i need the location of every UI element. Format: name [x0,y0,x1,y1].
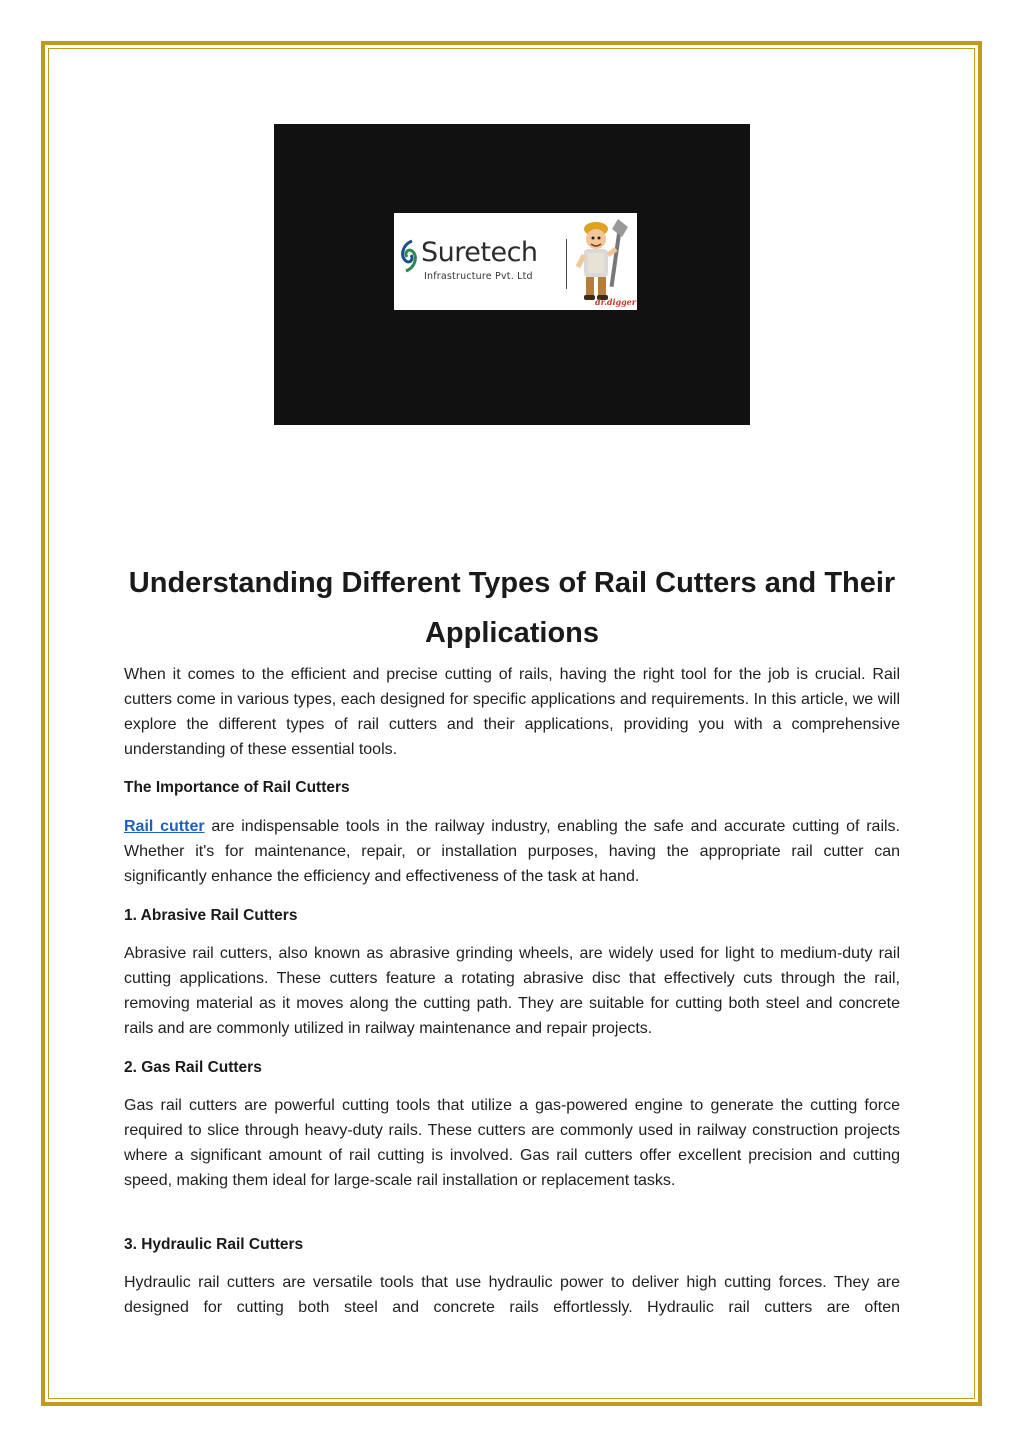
hydraulic-paragraph: Hydraulic rail cutters are versatile tools that use hydraulic power to deliver high cutting forces. They are designed for cutting both steel and concrete rails effortlessly. Hydraulic rail cutters are often [124,1274,900,1316]
digger-mascot-icon [568,215,634,305]
section-heading-gas: 2. Gas Rail Cutters [124,1059,262,1076]
article-title: Understanding Different Types of Rail Cutters and Their Applications [128,567,896,649]
section-heading-importance: The Importance of Rail Cutters [124,779,350,796]
abrasive-paragraph: Abrasive rail cutters, also known as abrasive grinding wheels, are widely used for light to medium-duty rail cutting applications. These cutters feature a rotating abrasive disc that effectively cuts through the rail, removing material as it moves along the cutting path. They are suitable for cutting both steel and concrete rails and are commonly utilized in railway maintenance and repair projects. [124,945,900,1037]
company-logo [394,213,637,310]
intro-paragraph: When it comes to the efficient and precise cutting of rails, having the right tool for the job is crucial. Rail cutters come in various types, each designed for specific applications and requirements. In this article, we will explore the different types of rail cutters and their applications, providing you with a comprehensive understanding of these essential tools. [124,666,900,758]
gas-paragraph: Gas rail cutters are powerful cutting tools that utilize a gas-powered engine to generate the cutting force required to slice through heavy-duty rails. These cutters are commonly used in railway construction projects where a significant amount of rail cutting is involved. Gas rail cutters offer excellent precision and cutting speed, making them ideal for large-scale rail installation or replacement tasks. [124,1097,900,1189]
section-heading-abrasive: 1. Abrasive Rail Cutters [124,907,298,924]
mascot-tag: dr.digger [595,297,636,307]
logo-divider [566,239,567,289]
hero-image [274,124,750,425]
suretech-swirl-icon [398,237,420,275]
logo-subtitle: Infrastructure Pvt. Ltd [424,271,533,282]
rail-cutter-link[interactable]: Rail cutter [124,818,205,835]
logo-wordmark: Suretech [421,237,538,268]
importance-paragraph [124,814,900,889]
section-heading-hydraulic: 3. Hydraulic Rail Cutters [124,1236,304,1253]
importance-paragraph-text: are indispensable tools in the railway industry, enabling the safe and accurate cutting of rails. Whether it's for maintenance, repair, or installation purposes, having the appropriate rail cutter can significantly enhance the efficiency and effectiveness of the task at hand. [124,818,901,885]
